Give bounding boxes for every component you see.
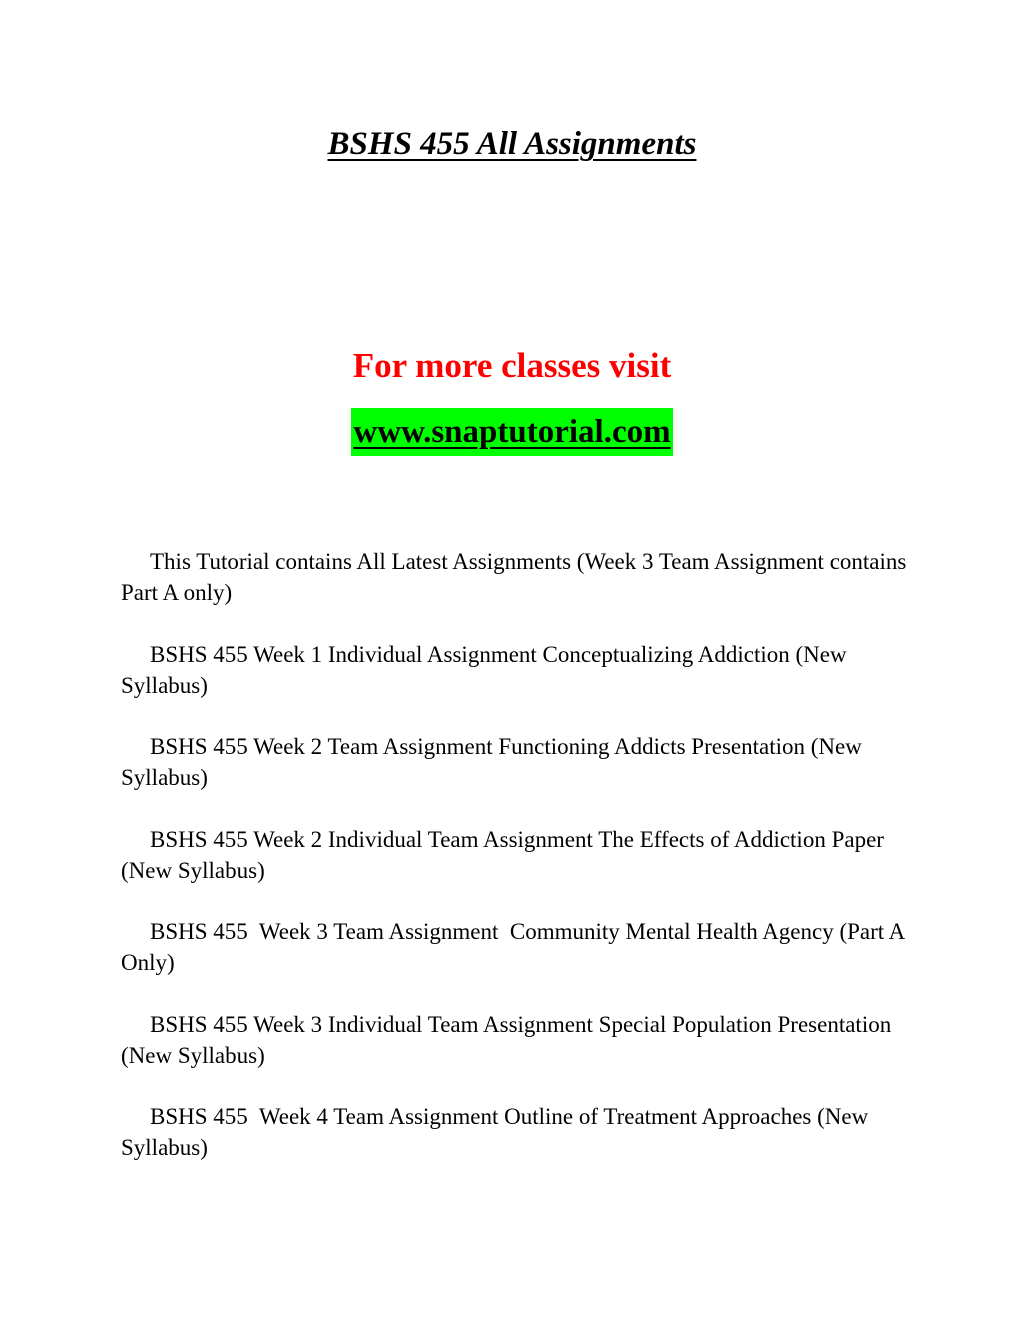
assignment-item: BSHS 455 Week 2 Team Assignment Functioning Addicts Presentation (New Syllabus) bbox=[121, 734, 862, 790]
assignment-item: BSHS 455 Week 1 Individual Assignment Conceptualizing Addiction (New Syllabus) bbox=[121, 641, 847, 698]
assignment-item: BSHS 455 Week 4 Team Assignment Outline of Treatment Approaches (New Syllabus) bbox=[121, 1104, 874, 1160]
assignment-item: BSHS 455 Week 3 Individual Team Assignment Special Population Presentation (New Syllabus) bbox=[121, 1011, 892, 1068]
promo-text: For more classes visit bbox=[352, 346, 672, 385]
document-title: BSHS 455 All Assignments bbox=[327, 126, 697, 162]
website-link-wrapper bbox=[0, 408, 1024, 456]
assignment-item: BSHS 455 Week 2 Individual Team Assignment The Effects of Addiction Paper (New Syllabus) bbox=[121, 826, 884, 883]
assignment-list bbox=[121, 546, 911, 1194]
intro-paragraph: This Tutorial contains All Latest Assignments (Week 3 Team Assignment contains Part A only) bbox=[121, 549, 907, 605]
assignment-item: BSHS 455 Week 3 Team Assignment Community Mental Health Agency (Part A Only) bbox=[121, 919, 910, 975]
website-link[interactable]: www.snaptutorial.com bbox=[351, 408, 672, 456]
